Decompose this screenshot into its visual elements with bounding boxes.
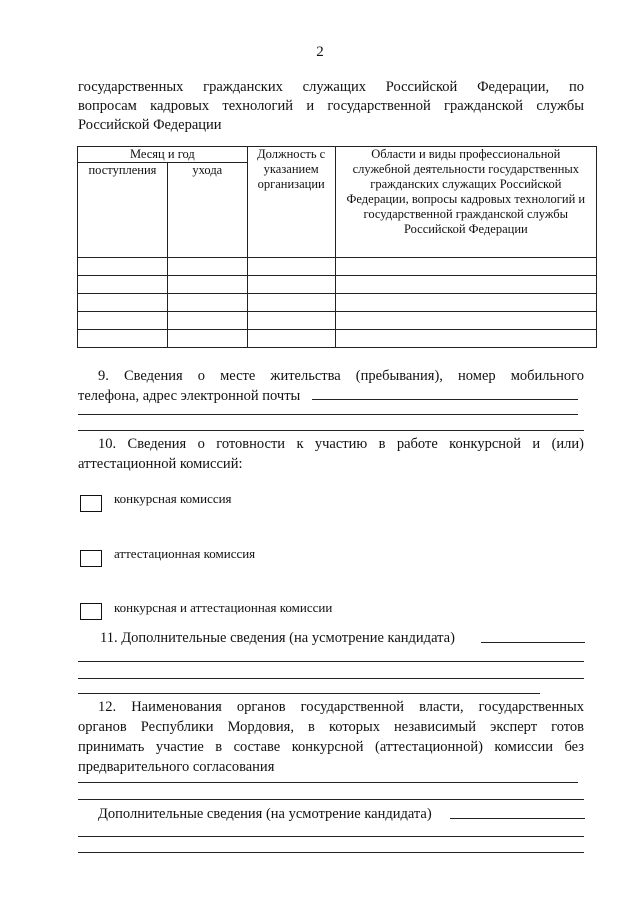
option-competition[interactable] <box>80 490 232 512</box>
table-cell[interactable] <box>247 276 335 294</box>
intro-line-3: Российской Федерации <box>78 117 222 133</box>
section-12-line-4: предварительного согласования <box>78 759 275 775</box>
table-cell[interactable] <box>247 258 335 276</box>
answer-line[interactable] <box>78 836 584 837</box>
option-label: конкурсная и аттестационная комиссии <box>114 599 333 615</box>
section-11-label: 11. Дополнительные сведения (на усмотрение кандидата) <box>100 630 455 646</box>
table-cell[interactable] <box>247 312 335 330</box>
work-history-table <box>77 146 597 348</box>
option-label: конкурсная комиссия <box>114 490 232 506</box>
table-cell[interactable] <box>335 330 596 348</box>
table-row <box>78 330 597 348</box>
checkbox[interactable] <box>80 550 102 567</box>
table-cell[interactable] <box>78 312 168 330</box>
table-cell[interactable] <box>167 312 247 330</box>
answer-line[interactable] <box>78 782 578 783</box>
table-cell[interactable] <box>78 276 168 294</box>
email-field[interactable] <box>312 399 578 400</box>
table-cell[interactable] <box>247 294 335 312</box>
checkbox[interactable] <box>80 495 102 512</box>
section-12-line-2: органов Республики Мордовия, в которых независимый эксперт готов <box>78 719 584 735</box>
table-cell[interactable] <box>78 294 168 312</box>
answer-line[interactable] <box>450 818 585 819</box>
section-9-line-1: 9. Сведения о месте жительства (пребывания), номер мобильного <box>98 368 584 384</box>
section-10-line-2: аттестационной комиссий: <box>78 456 243 472</box>
section-9-line-2: телефона, адрес электронной почты <box>78 388 301 404</box>
intro-line-1: государственных гражданских служащих Российской Федерации, по <box>78 79 584 95</box>
section-12-line-3: принимать участие в составе конкурсной (аттестационной) комиссии без <box>78 739 584 755</box>
answer-line[interactable] <box>78 414 578 415</box>
additional-info <box>78 804 584 824</box>
answer-line[interactable] <box>78 852 584 853</box>
section-12-line-1: 12. Наименования органов государственной власти, государственных <box>98 699 584 715</box>
answer-line[interactable] <box>78 678 584 679</box>
section-12 <box>78 697 584 777</box>
section-9 <box>78 366 584 406</box>
answer-line[interactable] <box>78 693 540 694</box>
answer-line[interactable] <box>78 430 584 431</box>
table-cell[interactable] <box>167 294 247 312</box>
option-attestation[interactable] <box>80 545 256 567</box>
table-cell[interactable] <box>78 330 168 348</box>
table-row <box>78 276 597 294</box>
table-cell[interactable] <box>247 330 335 348</box>
table-cell[interactable] <box>335 294 596 312</box>
header-exit: ухода <box>167 163 247 258</box>
section-10 <box>78 434 584 474</box>
table-cell[interactable] <box>167 330 247 348</box>
table-cell[interactable] <box>335 276 596 294</box>
page-number: 2 <box>316 44 324 60</box>
header-areas: Области и виды профессиональной служебной деятельности государственных гражданских служащих Российской Федерации, вопросы кадровых технологий и государственной гражданской службы Российской Федерации <box>335 147 596 258</box>
table-cell[interactable] <box>335 312 596 330</box>
answer-line[interactable] <box>481 642 585 643</box>
additional-info-label: Дополнительные сведения (на усмотрение кандидата) <box>98 806 432 822</box>
table-row <box>78 312 597 330</box>
answer-line[interactable] <box>78 799 584 800</box>
answer-line[interactable] <box>78 661 584 662</box>
option-label: аттестационная комиссия <box>114 545 256 561</box>
header-position: Должность с указанием организации <box>247 147 335 258</box>
table-row <box>78 258 597 276</box>
table-cell[interactable] <box>335 258 596 276</box>
option-both[interactable] <box>80 599 333 620</box>
intro-line-2: вопросам кадровых технологий и государственной гражданской службы <box>78 98 584 114</box>
table-row <box>78 294 597 312</box>
section-10-line-1: 10. Сведения о готовности к участию в работе конкурсной и (или) <box>98 436 584 452</box>
header-entry: поступления <box>78 163 168 258</box>
checkbox[interactable] <box>80 603 102 620</box>
header-month-year: Месяц и год <box>78 147 248 163</box>
table-cell[interactable] <box>78 258 168 276</box>
table-cell[interactable] <box>167 276 247 294</box>
table-cell[interactable] <box>167 258 247 276</box>
intro-paragraph <box>78 78 584 135</box>
section-11 <box>78 628 584 648</box>
